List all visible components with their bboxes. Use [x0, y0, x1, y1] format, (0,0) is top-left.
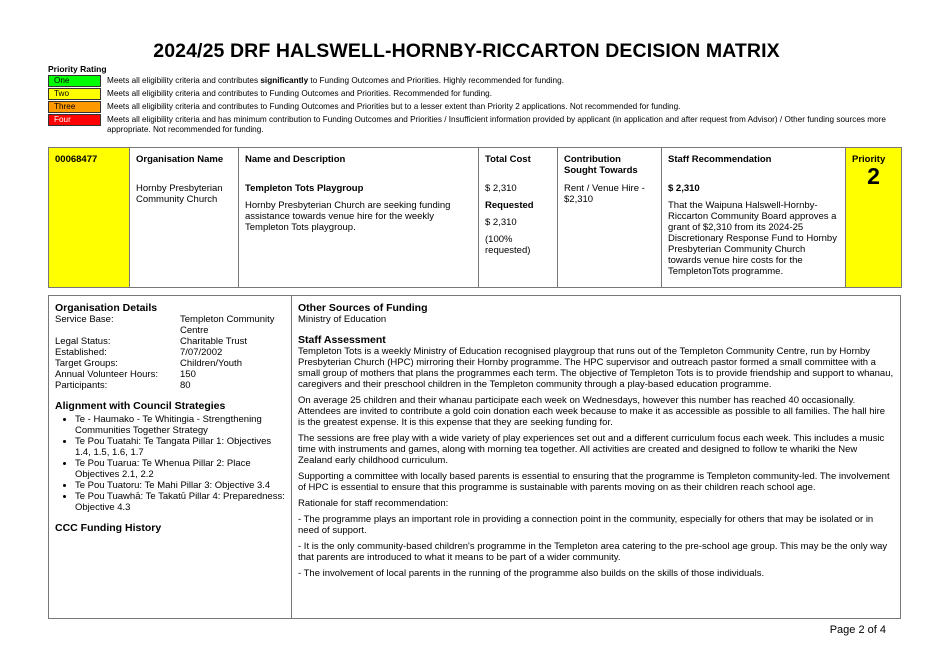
- detail-row-volunteer-hours: Annual Volunteer Hours: 150: [55, 369, 196, 380]
- org-details-heading: Organisation Details: [55, 302, 158, 314]
- page-title: 2024/25 DRF HALSWELL-HORNBY-RICCARTON DECISION MATRIX: [153, 40, 780, 62]
- requested-label: Requested: [485, 200, 534, 211]
- application-id-cell: [49, 148, 130, 288]
- page-number: Page 2 of 4: [829, 624, 886, 636]
- alignment-heading: Alignment with Council Strategies: [55, 400, 226, 412]
- funding-history-heading: CCC Funding History: [55, 522, 162, 534]
- project-name: Templeton Tots Playgroup: [245, 183, 364, 194]
- rationale-point: - It is the only community-based children's programme in the Templeton area catering to the pre-school age group. This may be the only way that parents are introduced to what it means to be part of a wider community.: [298, 541, 888, 563]
- alignment-item: • Te Pou Tuawhā: Te Takatū Pillar 4: Preparedness: Objective 4.3: [75, 491, 285, 513]
- contribution-header: Contribution Sought Towards: [564, 154, 638, 176]
- detail-row-established: Established: 7/07/2002: [55, 347, 223, 358]
- alignment-item: • Te - Haumako - Te Whitingia - Strengthening Communities Together Strategy: [75, 414, 285, 436]
- total-cost-cell: [479, 148, 558, 288]
- rationale-point: - The programme plays an important role in providing a connection point in the community, especially for others that may be isolated or in need of support.: [298, 514, 874, 536]
- rating-text-one: Meets all eligibility criteria and contributes significantly to Funding Outcomes and Priorities. Highly recommended for funding.: [107, 76, 564, 85]
- org-name-cell: [130, 148, 239, 288]
- detail-row-legal-status: Legal Status: Charitable Trust: [55, 336, 248, 347]
- rating-text-four: Meets all eligibility criteria and has minimum contribution to Funding Outcomes and Priorities / Insufficient information provided by applicant (in application and after request from Advisor) / Other funding sources more appropriate. Not recommended for funding.: [107, 115, 886, 134]
- total-cost-value: $ 2,310: [485, 183, 517, 194]
- priority-header: Priority: [852, 154, 886, 165]
- application-summary-table: [48, 147, 902, 288]
- rating-chip-two: Two: [48, 88, 101, 100]
- staff-recommendation-amount: $ 2,310: [668, 183, 700, 194]
- details-panel: [48, 295, 901, 619]
- rationale-heading: Rationale for staff recommendation:: [298, 498, 449, 509]
- assessment-paragraph: On average 25 children and their whanau participate each week on Wednesdays, however this number has reached 40 occasionally. Attendees are invited to contribute a gold coin donation each week because to make it as accessible as possible to all families. The hall hire is the greatest expense. It is this expense that they are seeking funding for.: [298, 395, 886, 428]
- detail-row-service-base: Service Base: Templeton Community Centre: [55, 314, 275, 336]
- rationale-point: - The involvement of local parents in the running of the programme also builds on the skills of those individuals.: [298, 568, 765, 579]
- requested-amount: $ 2,310: [485, 217, 517, 228]
- staff-recommendation-text: That the Waipuna Halswell-Hornby-Riccarton Community Board approves a grant of $2,310 from its 2024-25 Discretionary Response Fund to Hornby Presbyterian Community Church towards venue hire costs for the TempletonTots programme.: [668, 200, 837, 277]
- priority-value: 2: [867, 163, 880, 189]
- alignment-item: • Te Pou Tuatoru: Te Mahi Pillar 3: Objective 3.4: [75, 480, 285, 491]
- staff-recommendation-header: Staff Recommendation: [668, 154, 772, 165]
- other-sources-text: Ministry of Education: [298, 314, 387, 325]
- rating-text-three: Meets all eligibility criteria and contributes to Funding Outcomes and Priorities but to a lesser extent than Priority 2 applications. Not recommended for funding.: [107, 102, 681, 111]
- requested-percent: (100% requested): [485, 234, 531, 256]
- rating-chip-three: Three: [48, 101, 101, 113]
- staff-assessment-heading: Staff Assessment: [298, 334, 386, 346]
- name-description-header: Name and Description: [245, 154, 346, 165]
- project-description: Hornby Presbyterian Church are seeking funding assistance towards venue hire for the weekly Templeton Tots playgroup.: [245, 200, 451, 233]
- contribution-cell: [558, 148, 662, 288]
- other-sources-heading: Other Sources of Funding: [298, 302, 428, 314]
- rating-text-two: Meets all eligibility criteria and contributes to Funding Outcomes and Priorities. Recommended for funding.: [107, 89, 493, 98]
- contribution-value: Rent / Venue Hire - $2,310: [564, 183, 645, 205]
- alignment-list: [55, 414, 285, 513]
- org-details-column: [49, 296, 292, 618]
- rating-chip-one: One: [48, 75, 101, 87]
- assessment-paragraph: The sessions are free play with a wide variety of play experiences set out and a different curriculum focus each week. This includes a music time with instruments and games, along with morning tea together. All activities are created and designed to follow te whariki the New Zealand early childhood curriculum.: [298, 433, 885, 466]
- assessment-column: [292, 296, 900, 618]
- org-name-header: Organisation Name: [136, 154, 224, 165]
- assessment-paragraph: Supporting a committee with locally based parents is essential to ensuring that the programme is Templeton community-led. The involvement of HPC is essential to ensure that this programme is sustainable with parents moving on as their children reach school age.: [298, 471, 890, 493]
- org-name-value: Hornby Presbyterian Community Church: [136, 183, 223, 205]
- alignment-item: • Te Pou Tuarua: Te Whenua Pillar 2: Place Objectives 2.1, 2.2: [75, 458, 285, 480]
- detail-row-target-groups: Target Groups: Children/Youth: [55, 358, 242, 369]
- rating-chip-four: Four: [48, 114, 101, 126]
- staff-recommendation-cell: [662, 148, 846, 288]
- alignment-item: • Te Pou Tuatahi: Te Tangata Pillar 1: Objectives 1.4, 1.5, 1.6, 1.7: [75, 436, 285, 458]
- application-id: 00068477: [55, 154, 98, 165]
- total-cost-header: Total Cost: [485, 154, 531, 165]
- priority-cell: [846, 148, 902, 288]
- priority-rating-heading: Priority Rating: [48, 64, 107, 74]
- name-description-cell: [239, 148, 479, 288]
- assessment-paragraph: Templeton Tots is a weekly Ministry of Education recognised playgroup that runs out of the Templeton Community Centre, run by Hornby Presbyterian Church (HPC) mirroring their Hornby programme. The HPC supervisor and outreach pastor formed a small committee with a small group of mothers that plans the programmes each term. The objective of Templeton Tots is to provide friendship and support to whanau, caregivers and their preschool children in the Templeton community through a play-based education programme.: [298, 346, 894, 390]
- detail-row-participants: Participants: 80: [55, 380, 191, 391]
